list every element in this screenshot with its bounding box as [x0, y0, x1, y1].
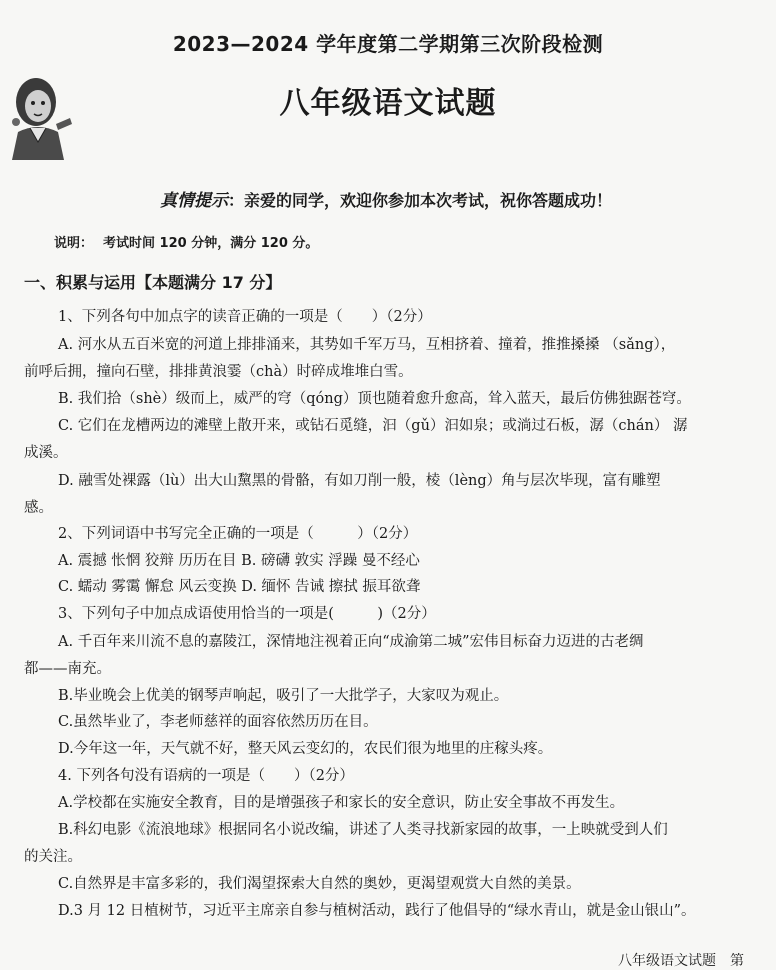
q4-option-b: B.科幻电影《流浪地球》根据同名小说改编，讲述了人类寻找新家园的故事，一上映就受到人们	[58, 822, 668, 838]
exam-title: 2023—2024 学年度第二学期第三次阶段检测	[172, 32, 604, 56]
q1-option-d-cont: 感。	[24, 500, 53, 516]
instructions-line	[54, 232, 318, 251]
q1-option-b: B. 我们拾（shè）级而上，威严的穹（qóng）顶也随着愈升愈高，耸入蓝天，最后仿佛独踞苍穹。	[58, 391, 691, 407]
q1-option-c-cont: 成溪。	[24, 445, 68, 461]
q4-option-b-cont: 的关注。	[24, 849, 82, 865]
subject-title: 八年级语文试题	[279, 86, 497, 121]
tip-text: 亲爱的同学，欢迎你参加本次考试，祝你答题成功！	[244, 191, 613, 210]
q2-options-cd: C. 蠕动 雾霭 懈怠 风云变换 D. 缅怀 告诫 擦拭 振耳欲聋	[58, 579, 421, 595]
q2-stem: 2、下列词语中书写完全正确的一项是（ ）（2分）	[58, 526, 418, 542]
q3-option-c: C.虽然毕业了，李老师慈祥的面容依然历历在目。	[58, 714, 378, 730]
q4-option-c: C.自然界是丰富多彩的，我们渴望探索大自然的奥妙，更渴望观赏大自然的美景。	[58, 876, 581, 892]
instructions-label: 说明：	[54, 236, 94, 251]
q4-option-a: A.学校都在实施安全教育，目的是增强孩子和家长的安全意识，防止安全事故不再发生。	[58, 795, 625, 811]
q3-option-d: D.今年这一年，天气就不好，整天风云变幻的，农民们很为地里的庄稼头疼。	[58, 741, 553, 757]
q1-stem: 1、下列各句中加点字的读音正确的一项是（ ）（2分）	[58, 309, 432, 325]
q1-option-c: C. 它们在龙槽两边的滩壁上散开来，或钻石觅缝，汩（gǔ）汩如泉；或淌过石板，潺（chán） 潺	[58, 418, 688, 434]
q3-stem: 3、下列句子中加点成语使用恰当的一项是( )（2分）	[58, 606, 436, 622]
tip-label: 真情提示	[160, 191, 228, 211]
section-1-title: 一、积累与运用【本题满分 17 分】	[24, 273, 282, 292]
q1-option-a-cont: 前呼后拥，撞向石壁，排排黄浪霎（chà）时碎成堆堆白雪。	[24, 364, 413, 380]
q3-option-a-cont: 都——南充。	[24, 661, 111, 677]
tip-colon: ：	[228, 191, 245, 210]
q1-option-d: D. 融雪处裸露（lù）出大山黧黑的骨骼，有如刀削一般，棱（lèng）角与层次毕现，富有雕塑	[58, 473, 661, 489]
q1-option-a: A. 河水从五百米宽的河道上排排涌来，其势如千军万马，互相挤着、撞着，推推搡搡 （sǎng），	[58, 337, 676, 353]
q4-option-d: D.3 月 12 日植树节，习近平主席亲自参与植树活动，践行了他倡导的“绿水青山，就是金山银山”。	[58, 903, 696, 919]
q3-option-b: B.毕业晚会上优美的钢琴声响起，吸引了一大批学子，大家叹为观止。	[58, 688, 509, 704]
q3-option-a: A. 千百年来川流不息的嘉陵江，深情地注视着正向“成渝第二城”宏伟目标奋力迈进的古老绸	[58, 634, 644, 650]
q2-options-ab: A. 震撼 怅惘 狡辩 历历在目 B. 磅礴 敦实 浮躁 曼不经心	[58, 553, 420, 569]
q4-stem: 4. 下列各句没有语病的一项是（ ）（2分）	[58, 768, 354, 784]
tip-line	[160, 186, 612, 211]
instructions-text: 考试时间 120 分钟，满分 120 分。	[103, 236, 319, 251]
page-footer: 八年级语文试题 第	[618, 953, 744, 969]
